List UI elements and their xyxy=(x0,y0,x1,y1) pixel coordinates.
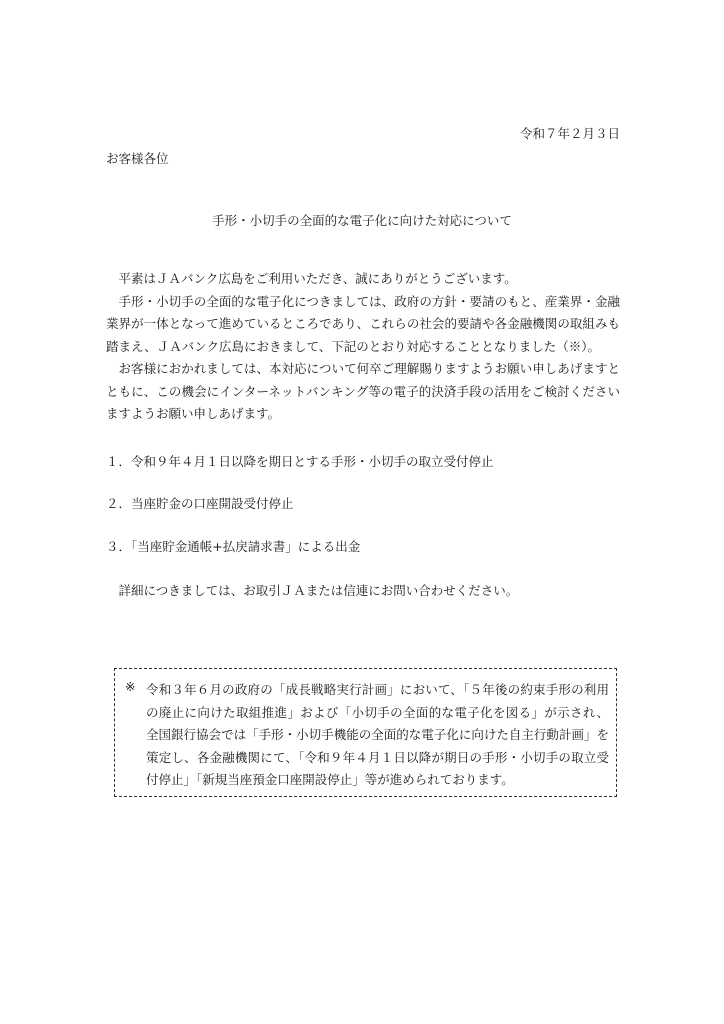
body-text xyxy=(106,268,620,426)
paragraph: 平素はＪＡバンク広島をご利用いただき、誠にありがとうございます。 xyxy=(118,271,517,286)
list-item-1: １．令和９年４月１日以降を期日とする手形・小切手の取立受付停止 xyxy=(106,454,494,469)
paragraph: 手形・小切手の全面的な電子化につきましては、政府の方針・要請のもと、産業界・金融業界が一体となって進めているところであり、これらの社会的要請や各金融機関の取組みも踏まえ、ＪＡバンク広島におきまして、下記のとおり対応することとなりました（※）。 xyxy=(106,293,620,354)
recipient: お客様各位 xyxy=(106,151,169,166)
note-mark: ※ xyxy=(125,679,136,694)
list-item-2: ２．当座貯金の口座開設受付停止 xyxy=(106,496,294,511)
list-item-3: ３．「当座貯金通帳+払戻請求書」による出金 xyxy=(106,539,361,554)
document-title: 手形・小切手の全面的な電子化に向けた対応について xyxy=(212,213,512,228)
note-text: 令和３年６月の政府の「成長戦略実行計画」において、「５年後の約束手形の利用の廃止に向けた取組推進」および「小切手の全面的な電子化を図る」が示され、全国銀行協会では「手形・小切手機能の全面的な電子化に向けた自主行動計画」を策定し、各金融機関にて、「令和９年４月１日以降が期日の手形・小切手の取立受付停止」「新規当座預金口座開設停止」等が進められております。 xyxy=(146,682,609,787)
document-date: 令和７年２月３日 xyxy=(519,126,620,141)
note-box xyxy=(114,668,617,797)
closing-text: 詳細につきましては、お取引ＪＡまたは信連にお問い合わせください。 xyxy=(118,583,519,598)
paragraph: お客様におかれましては、本対応について何卒ご理解賜りますようお願い申しあげますとともに、この機会にインターネットバンキング等の電子的決済手段の活用をご検討くださいますようお願い申しあげます。 xyxy=(106,361,620,421)
